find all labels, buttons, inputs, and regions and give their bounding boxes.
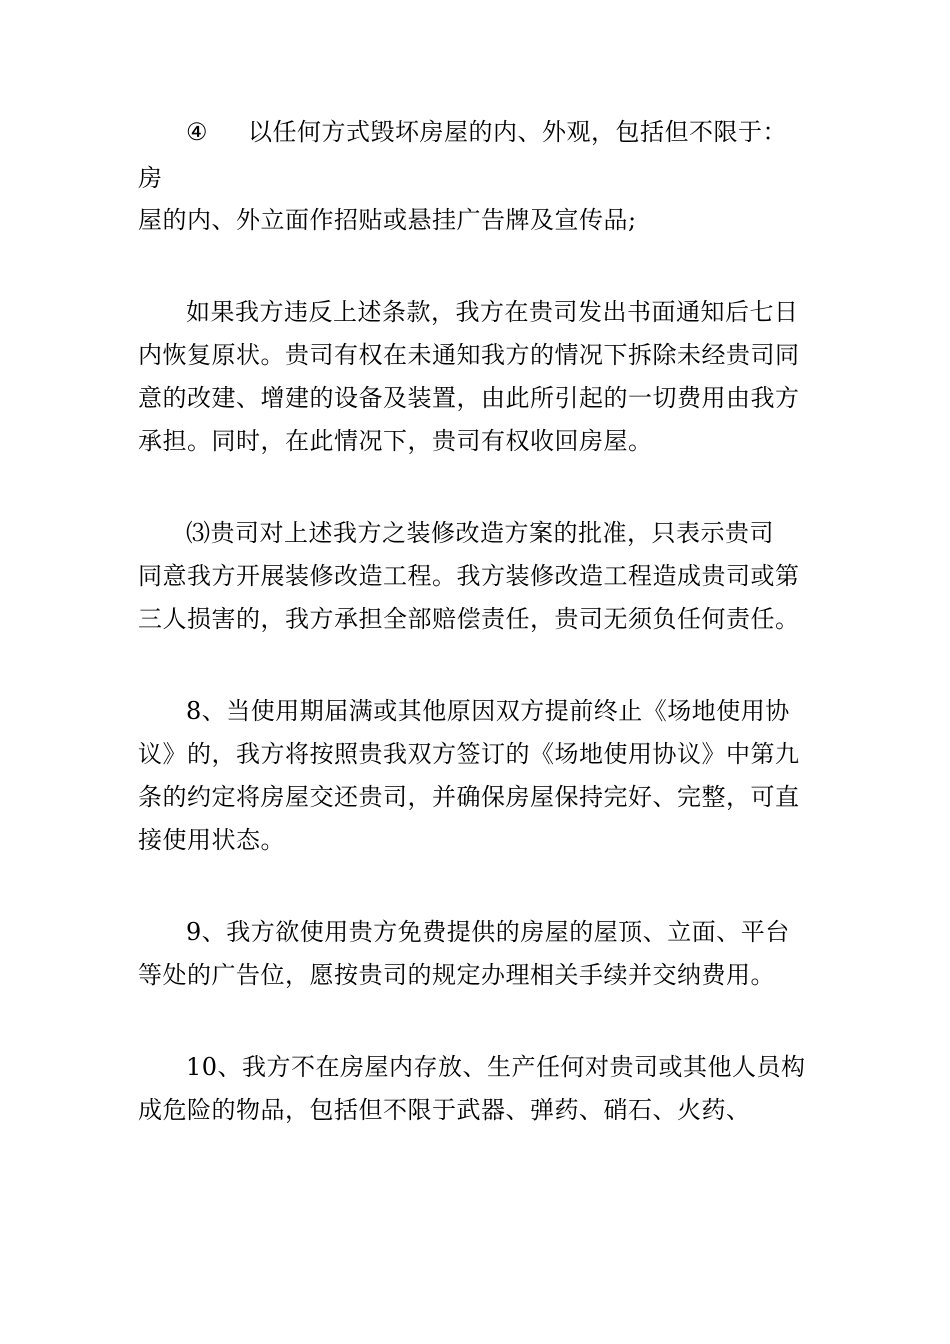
paragraph-line: 承担。同时，在此情况下，贵司有权收回房屋。 [138,427,653,455]
clause-line [186,117,787,147]
paragraph-line: 10、我方不在房屋内存放、生产任何对贵司或其他人员构 [186,1053,806,1081]
item-marker: ④ [186,118,209,146]
clause-line: 房 [138,164,163,192]
paragraph-line: 内恢复原状。贵司有权在未通知我方的情况下拆除未经贵司同 [138,341,800,369]
paragraph-line: 如果我方违反上述条款，我方在贵司发出书面通知后七日 [186,298,799,326]
clause-line: 屋的内、外立面作招贴或悬挂广告牌及宣传品; [138,206,637,234]
paragraph-line: 接使用状态。 [138,826,285,854]
paragraph-line: 8、当使用期届满或其他原因双方提前终止《场地使用协 [186,697,790,725]
paragraph-line: 三人损害的，我方承担全部赔偿责任，贵司无须负任何责任。 [138,605,800,633]
paragraph-line: 9、我方欲使用贵方免费提供的房屋的屋顶、立面、平台 [186,918,790,946]
clause-text: 以任何方式毁坏房屋的内、外观，包括但不限于： [248,118,788,146]
paragraph-line: 条的约定将房屋交还贵司，并确保房屋保持完好、完整，可直 [138,783,800,811]
paragraph-line: ⑶贵司对上述我方之装修改造方案的批准，只表示贵司 [186,519,774,547]
paragraph-line: 同意我方开展装修改造工程。我方装修改造工程造成贵司或第 [138,562,800,590]
paragraph-line: 等处的广告位，愿按贵司的规定办理相关手续并交纳费用。 [138,961,775,989]
paragraph-line: 意的改建、增建的设备及装置，由此所引起的一切费用由我方 [138,384,800,412]
paragraph-line: 议》的，我方将按照贵我双方签订的《场地使用协议》中第九 [138,740,800,768]
paragraph-line: 成危险的物品，包括但不限于武器、弹药、硝石、火药、 [138,1096,751,1124]
